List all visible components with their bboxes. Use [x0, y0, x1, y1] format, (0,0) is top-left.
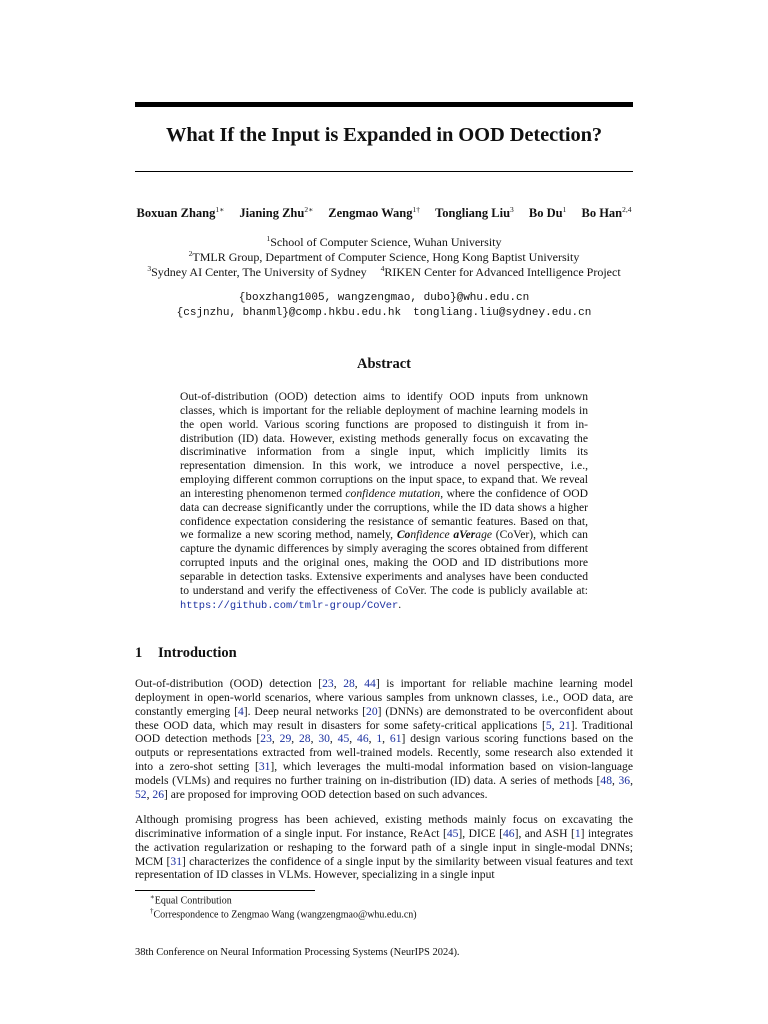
conference-note: 38th Conference on Neural Information Processing Systems (NeurIPS 2024). — [135, 947, 460, 958]
author — [239, 205, 313, 221]
citation-link[interactable]: 4 — [237, 704, 244, 718]
citation-link[interactable]: 48 — [600, 773, 612, 787]
author — [529, 205, 566, 221]
citation-link[interactable]: 1 — [574, 826, 581, 840]
paragraph-text: , — [611, 773, 619, 787]
citation-link[interactable]: 30 — [318, 732, 330, 746]
email-line — [100, 292, 668, 304]
section-title: Introduction — [158, 645, 237, 661]
paragraph-text: , — [368, 732, 377, 746]
footnote — [150, 893, 232, 906]
email-line — [100, 307, 668, 319]
citation-link[interactable]: 5 — [545, 718, 552, 732]
paragraph-text: Out-of-distribution (OOD) detection [ — [135, 677, 323, 690]
paragraph-text: , — [551, 718, 560, 732]
affiliation-text: Sydney AI Center, The University of Sydney — [151, 265, 367, 279]
citation-link[interactable]: 23 — [322, 677, 334, 690]
paragraph-text: , — [333, 677, 344, 690]
paragraph-text: ] design various scoring functions based on the outputs or representations extracted from well-trained models. Recently, some research also extended it into a zero-shot setting [ — [135, 732, 634, 774]
author — [581, 205, 631, 221]
citation-link[interactable]: 29 — [279, 732, 292, 746]
citation-link[interactable]: 46 — [357, 732, 369, 746]
paragraph-text: ], and ASH [ — [514, 826, 575, 840]
footnote-mark: † — [150, 907, 154, 915]
method-name-part: Co — [396, 528, 411, 542]
email-address: tongliang.liu@sydney.edu.cn — [413, 307, 592, 319]
author-name: Boxuan Zhang — [136, 206, 216, 221]
method-name-part: age — [475, 528, 493, 542]
paragraph-text: ] integrates the activation regularization or reshaping to the forward path of a single input in single-modal DNNs; MCM [ — [135, 826, 634, 868]
author-name: Tongliang Liu — [435, 206, 511, 221]
email-address: {csjnzhu, bhanml}@comp.hkbu.edu.hk — [176, 307, 402, 319]
citation-link[interactable]: 31 — [258, 760, 271, 774]
author — [137, 205, 225, 221]
author — [328, 205, 420, 221]
paragraph-text: ]. Traditional OOD detection methods [ — [135, 718, 633, 746]
paragraph-text: , — [382, 732, 390, 746]
citation-link[interactable]: 26 — [152, 787, 164, 801]
citation-link[interactable]: 31 — [170, 854, 183, 868]
affiliation-line — [100, 234, 668, 250]
affiliation-text: TMLR Group, Department of Computer Science, Hong Kong Baptist University — [192, 250, 580, 264]
paragraph-text: ], which leverages the multi-modal information based on vision-language models (VLMs) and requires no further training on in-distribution (ID) data. A series of methods [ — [135, 760, 633, 787]
affiliation-line — [100, 264, 668, 280]
paragraph-text: , — [291, 732, 299, 746]
section-heading — [135, 645, 237, 662]
citation-link[interactable]: 1 — [376, 732, 383, 746]
author-affiliation-mark: 2,4 — [622, 205, 632, 214]
abstract-text: . — [398, 597, 402, 611]
author-affiliation-mark: 1 — [562, 205, 567, 214]
citation-link[interactable]: 21 — [559, 718, 571, 732]
author-affiliation-mark: 1† — [412, 205, 420, 214]
paragraph-text: , — [146, 787, 153, 801]
paragraph-text: ]. Deep neural networks [ — [243, 704, 367, 718]
citation-link[interactable]: 23 — [260, 732, 272, 746]
paragraph-text: , — [349, 732, 358, 746]
method-name — [397, 528, 492, 541]
abstract-text: , where the confidence of OOD data can decrease significantly under the corruptions, while the ID data shows a higher confidence expectation considering the resistance of semantic features. Based on that, we formalize a new scoring method, namely, — [180, 486, 588, 542]
affiliation-mark: 2 — [188, 249, 193, 258]
citation-link[interactable]: 44 — [364, 677, 376, 690]
author-list — [100, 205, 668, 221]
footnote-mark: ∗ — [150, 893, 155, 901]
abstract-heading: Abstract — [357, 356, 411, 372]
citation-link[interactable]: 52 — [135, 787, 147, 801]
abstract-text: Out-of-distribution (OOD) detection aims to identify OOD inputs from unknown classes, which is important for the reliable deployment of machine learning models in the open world. Various scoring functions are proposed to distinguish it from in-distribution (ID) data. However, existing methods generally focus on excavating the discriminative information from a single input, which implicitly limits its representation dimension. In this work, we introduce a novel perspective, i.e., employing different common corruptions on the input space, to expand that. We reveal an interesting phenomenon termed — [180, 390, 588, 500]
affiliation-mark: 3 — [147, 264, 152, 273]
paragraph-text: , — [630, 773, 633, 787]
abstract-term: confidence mutation — [345, 486, 441, 500]
citation-link[interactable]: 20 — [366, 704, 378, 718]
paragraph-text: ] are proposed for improving OOD detection based on such advances. — [163, 787, 488, 801]
paper-title: What If the Input is Expanded in OOD Detection? — [165, 124, 603, 146]
author-affiliation-mark: 3 — [510, 205, 514, 214]
author-name: Zengmao Wang — [328, 206, 413, 221]
author-affiliation-mark: 1∗ — [215, 205, 225, 214]
footnote-text: Correspondence to Zengmao Wang (wangzengmao@whu.edu.cn) — [153, 909, 417, 921]
affiliation-text: School of Computer Science, Wuhan University — [270, 235, 502, 249]
author-name: Jianing Zhu — [239, 206, 305, 221]
title-top-rule — [135, 102, 633, 107]
author-name: Bo Han — [581, 206, 623, 221]
citation-link[interactable]: 45 — [337, 732, 350, 746]
author-name: Bo Du — [528, 206, 563, 221]
footnote — [150, 907, 417, 920]
method-name-part: nfidence — [410, 528, 454, 542]
intro-paragraph-1 — [135, 677, 633, 802]
abstract-text: (CoVer), which can capture the dynamic differences by simply averaging the scores obtained from different corrupted inputs and the original ones, making the OOD and ID distributions more separable in detection tasks. Extensive experiments and analyses have been conducted to understand and verify the effectiveness of CoVer. The code is publicly available at: — [180, 528, 588, 597]
citation-link[interactable]: 28 — [343, 677, 355, 690]
footnote-text: Equal Contribution — [154, 895, 232, 907]
abstract-body — [180, 390, 588, 614]
citation-link[interactable]: 45 — [446, 826, 459, 840]
author — [435, 205, 514, 221]
paragraph-text: ], DICE [ — [458, 826, 503, 840]
citation-link[interactable]: 36 — [618, 773, 631, 787]
title-bottom-rule — [135, 171, 633, 172]
paragraph-text: ] characterizes the confidence of a single input by the similarity between visual features and text representation of ID classes in VLMs. However, specializing in a single input — [135, 854, 633, 882]
citation-link[interactable]: 61 — [389, 732, 402, 746]
citation-link[interactable]: 46 — [502, 826, 515, 840]
code-link[interactable]: https://github.com/tmlr-group/CoVer — [180, 599, 399, 612]
citation-link[interactable]: 28 — [298, 732, 311, 746]
author-affiliation-mark: 2∗ — [304, 205, 314, 214]
paragraph-text: , — [310, 732, 319, 746]
paragraph-text: ] (DNNs) are demonstrated to be overconfident about these OOD data, which may result in disasters for some safety-critical applications [ — [135, 704, 634, 732]
email-address: {boxzhang1005, wangzengmao, dubo}@whu.edu.cn — [238, 292, 530, 304]
affiliation-line — [100, 249, 668, 265]
paragraph-text: , — [329, 732, 338, 746]
footnote-rule — [135, 890, 315, 891]
paragraph-text: , — [271, 732, 280, 746]
paragraph-text: , — [354, 677, 365, 690]
affiliation-mark: 4 — [380, 264, 385, 273]
affiliation-text: RIKEN Center for Advanced Intelligence Project — [384, 265, 621, 279]
paragraph-text: Although promising progress has been achieved, existing methods mainly focus on excavating the discriminative information of a single input. For instance, ReAct [ — [135, 813, 633, 840]
section-number: 1 — [135, 645, 143, 661]
intro-paragraph-2 — [135, 813, 633, 882]
affiliation-mark: 1 — [266, 234, 271, 243]
method-name-part: aVer — [453, 528, 476, 542]
paragraph-text: ] is important for reliable machine learning model deployment in open-world scenarios, where various samples from unknown classes, i.e., OOD data, are constantly emerging [ — [135, 677, 633, 718]
